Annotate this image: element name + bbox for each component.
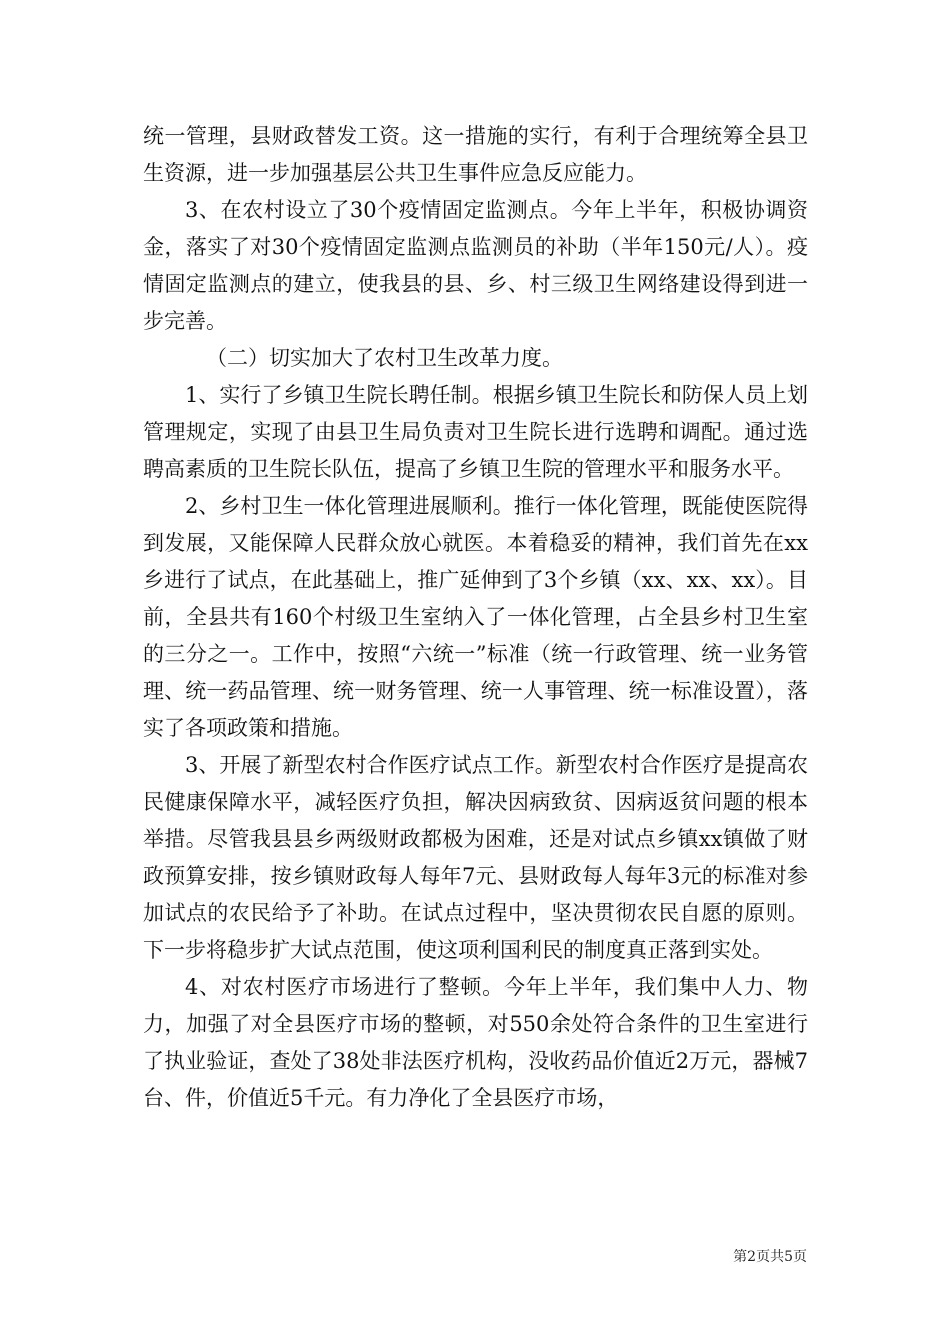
paragraph-monitoring-points: 3、在农村设立了30个疫情固定监测点。今年上半年，积极协调资金，落实了对30个疫情固定监测点监测员的补助（半年150元/人）。疫情固定监测点的建立，使我县的县、乡、村三级卫生网络建设得到进一步完善。 (143, 198, 808, 333)
section-heading-reform: （二）切实加大了农村卫生改革力度。 (206, 346, 563, 370)
page-number-footer: 第2页共5页 (733, 1249, 807, 1265)
paragraph-market-rectification: 4、对农村医疗市场进行了整顿。今年上半年，我们集中人力、物力，加强了对全县医疗市场的整顿，对550余处符合条件的卫生室进行了执业验证，查处了38处非法医疗机构，没收药品价值近2万元，器械7台、件，价值近5千元。有力净化了全县医疗市场， (143, 975, 808, 1110)
paragraph-director-appointment: 1、实行了乡镇卫生院长聘任制。根据乡镇卫生院长和防保人员上划管理规定，实现了由县卫生局负责对卫生院长进行选聘和调配。通过选聘高素质的卫生院长队伍，提高了乡镇卫生院的管理水平和服务水平。 (143, 383, 808, 481)
paragraph-cooperative-medical: 3、开展了新型农村合作医疗试点工作。新型农村合作医疗是提高农民健康保障水平，减轻医疗负担，解决因病致贫、因病返贫问题的根本举措。尽管我县县乡两级财政都极为困难，还是对试点乡镇xx镇做了财政预算安排，按乡镇财政每人每年7元、县财政每人每年3元的标准对参加试点的农民给予了补助。在试点过程中，坚决贯彻农民自愿的原则。下一步将稳步扩大试点范围，使这项利国利民的制度真正落到实处。 (143, 753, 808, 962)
paragraph-integrated-management: 2、乡村卫生一体化管理进展顺利。推行一体化管理，既能使医院得到发展，又能保障人民群众放心就医。本着稳妥的精神，我们首先在xx乡进行了试点，在此基础上，推广延伸到了3个乡镇（xx、xx、xx）。目前，全县共有160个村级卫生室纳入了一体化管理，占全县乡村卫生室的三分之一。工作中，按照“六统一”标准（统一行政管理、统一业务管理、统一药品管理、统一财务管理、统一人事管理、统一标准设置），落实了各项政策和措施。 (143, 494, 808, 740)
document-body (143, 118, 808, 1117)
paragraph-continuation: 统一管理，县财政替发工资。这一措施的实行，有利于合理统筹全县卫生资源，进一步加强基层公共卫生事件应急反应能力。 (143, 124, 808, 185)
